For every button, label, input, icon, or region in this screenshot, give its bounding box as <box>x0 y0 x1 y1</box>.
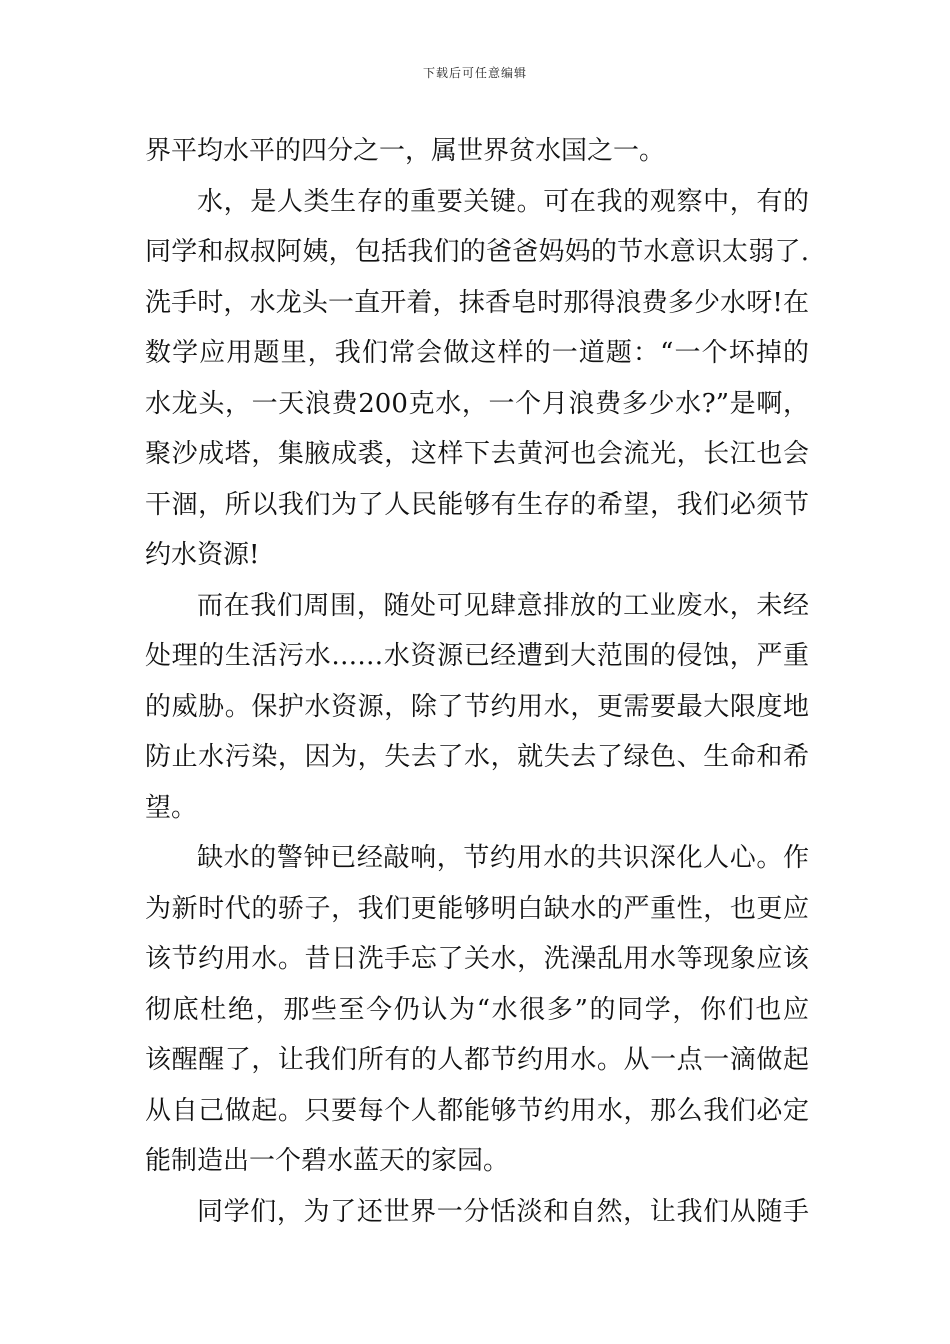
text-line: 从自己做起。只要每个人都能够节约用水，那么我们必定 <box>145 1095 809 1126</box>
text-line: 干涸，所以我们为了人民能够有生存的希望，我们必须节 <box>145 489 809 520</box>
text-line: 水龙头，一天浪费200克水，一个月浪费多少水?”是啊， <box>145 388 809 419</box>
document-body <box>145 126 809 1237</box>
text-line: 的威胁。保护水资源，除了节约用水，更需要最大限度地 <box>145 691 809 722</box>
text-line: 防止水污染，因为，失去了水，就失去了绿色、生命和希 <box>145 742 809 772</box>
text-line: 彻底杜绝，那些至今仍认为“水很多”的同学，你们也应 <box>145 994 809 1025</box>
text-line: 处理的生活污水……水资源已经遭到大范围的侵蚀，严重 <box>145 641 809 671</box>
text-line: 同学们，为了还世界一分恬淡和自然，让我们从随手 <box>197 1196 809 1227</box>
text-line: 界平均水平的四分之一，属世界贫水国之一。 <box>145 136 666 166</box>
text-line: 能制造出一个碧水蓝天的家园。 <box>145 1146 510 1176</box>
text-line: 数学应用题里，我们常会做这样的一道题：“一个坏掉的 <box>145 338 809 368</box>
text-line: 聚沙成塔，集腋成裘，这样下去黄河也会流光，长江也会 <box>145 439 809 469</box>
text-line: 为新时代的骄子，我们更能够明白缺水的严重性，也更应 <box>145 893 809 924</box>
text-line: 该醒醒了，让我们所有的人都节约用水。从一点一滴做起 <box>145 1045 809 1075</box>
text-line: 约水资源! <box>145 540 260 570</box>
text-line: 望。 <box>145 792 198 823</box>
text-line: 该节约用水。昔日洗手忘了关水，洗澡乱用水等现象应该 <box>145 944 809 974</box>
text-line: 而在我们周围，随处可见肆意排放的工业废水，未经 <box>197 590 809 621</box>
text-line: 水，是人类生存的重要关键。可在我的观察中，有的 <box>197 186 809 217</box>
text-line: 同学和叔叔阿姨，包括我们的爸爸妈妈的节水意识太弱了. <box>145 237 809 267</box>
page-header: 下载后可任意编辑 <box>422 66 527 80</box>
text-line: 洗手时，水龙头一直开着，抹香皂时那得浪费多少水呀!在 <box>145 287 809 318</box>
text-line: 缺水的警钟已经敲响，节约用水的共识深化人心。作 <box>197 843 809 873</box>
